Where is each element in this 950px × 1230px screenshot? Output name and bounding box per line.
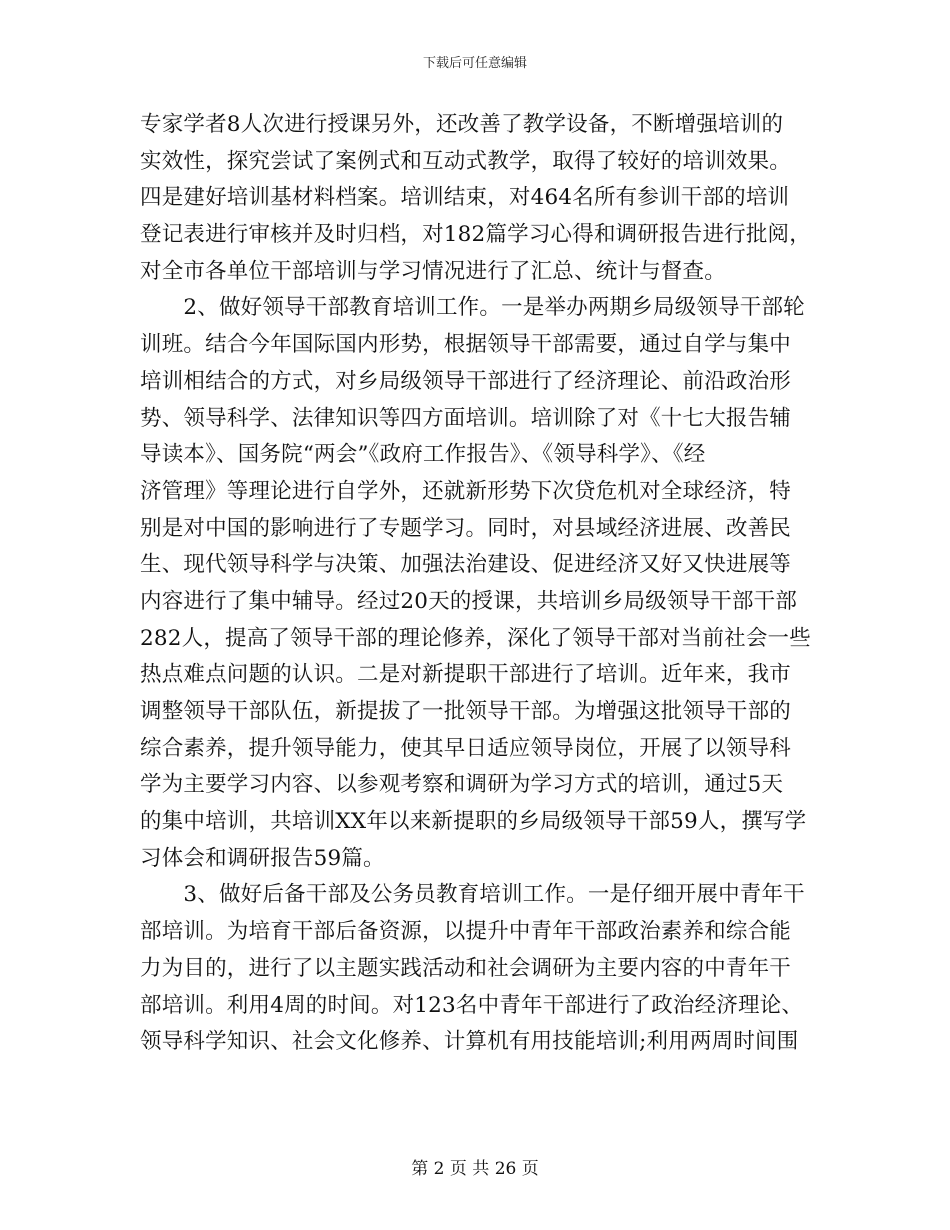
- text-line: 登记表进行审核并及时归档，对182篇学习心得和调研报告进行批阅，: [140, 222, 811, 248]
- text-line: 训班。结合今年国际国内形势，根据领导干部需要，通过自学与集中: [140, 332, 792, 358]
- text-line: 济管理》等理论进行自学外，还就新形势下次贷危机对全球经济，特: [140, 478, 792, 504]
- text-line: 习体会和调研报告59篇。: [140, 845, 385, 871]
- text-line: 内容进行了集中辅导。经过20天的授课，共培训乡局级领导干部干部: [140, 588, 798, 614]
- text-line: 四是建好培训基材料档案。培训结束，对464名所有参训干部的培训: [140, 185, 790, 211]
- text-line: 生、现代领导科学与决策、加强法治建设、促进经济又好又快进展等: [140, 552, 792, 578]
- text-line: 的集中培训，共培训XX年以来新提职的乡局级领导干部59人，撰写学: [140, 809, 807, 835]
- text-line: 势、领导科学、法律知识等四方面培训。培训除了对《十七大报告辅: [140, 405, 792, 431]
- text-line: 2、做好领导干部教育培训工作。一是举办两期乡局级领导干部轮: [140, 295, 805, 321]
- text-line: 实效性，探究尝试了案例式和互动式教学，取得了较好的培训效果。: [140, 148, 792, 174]
- document-body: [140, 107, 815, 1061]
- text-line: 力为目的，进行了以主题实践活动和社会调研为主要内容的中青年干: [140, 955, 792, 981]
- text-line: 别是对中国的影响进行了专题学习。同时，对县域经济进展、改善民: [140, 515, 792, 541]
- text-line: 调整领导干部队伍，新提拔了一批领导干部。为增强这批领导干部的: [140, 699, 792, 724]
- text-line: 综合素养，提升领导能力，使其早日适应领导岗位，开展了以领导科: [140, 735, 792, 761]
- text-line: 导读本》、国务院“两会”《政府工作报告》、《领导科学》、《经: [140, 442, 706, 468]
- text-line: 部培训。利用4周的时间。对123名中青年干部进行了政治经济理论、: [140, 992, 804, 1018]
- page-footer: 第 2 页 共 26 页: [411, 1159, 539, 1179]
- text-line: 专家学者8人次进行授课另外，还改善了教学设备，不断增强培训的: [140, 112, 784, 137]
- page-header: 下载后可任意编辑: [422, 56, 527, 71]
- text-line: 3、做好后备干部及公务员教育培训工作。一是仔细开展中青年干: [140, 882, 805, 908]
- text-line: 热点难点问题的认识。二是对新提职干部进行了培训。近年来，我市: [140, 662, 792, 688]
- text-line: 部培训。为培育干部后备资源，以提升中青年干部政治素养和综合能: [140, 919, 792, 945]
- text-line: 领导科学知识、社会文化修养、计算机有用技能培训;利用两周时间围: [140, 1029, 799, 1055]
- text-line: 对全市各单位干部培训与学习情况进行了汇总、统计与督查。: [140, 258, 726, 284]
- text-line: 282人，提高了领导干部的理论修养，深化了领导干部对当前社会一些: [140, 625, 811, 651]
- text-line: 学为主要学习内容、以参观考察和调研为学习方式的培训，通过5天: [140, 772, 784, 798]
- text-line: 培训相结合的方式，对乡局级领导干部进行了经济理论、前沿政治形: [140, 368, 792, 394]
